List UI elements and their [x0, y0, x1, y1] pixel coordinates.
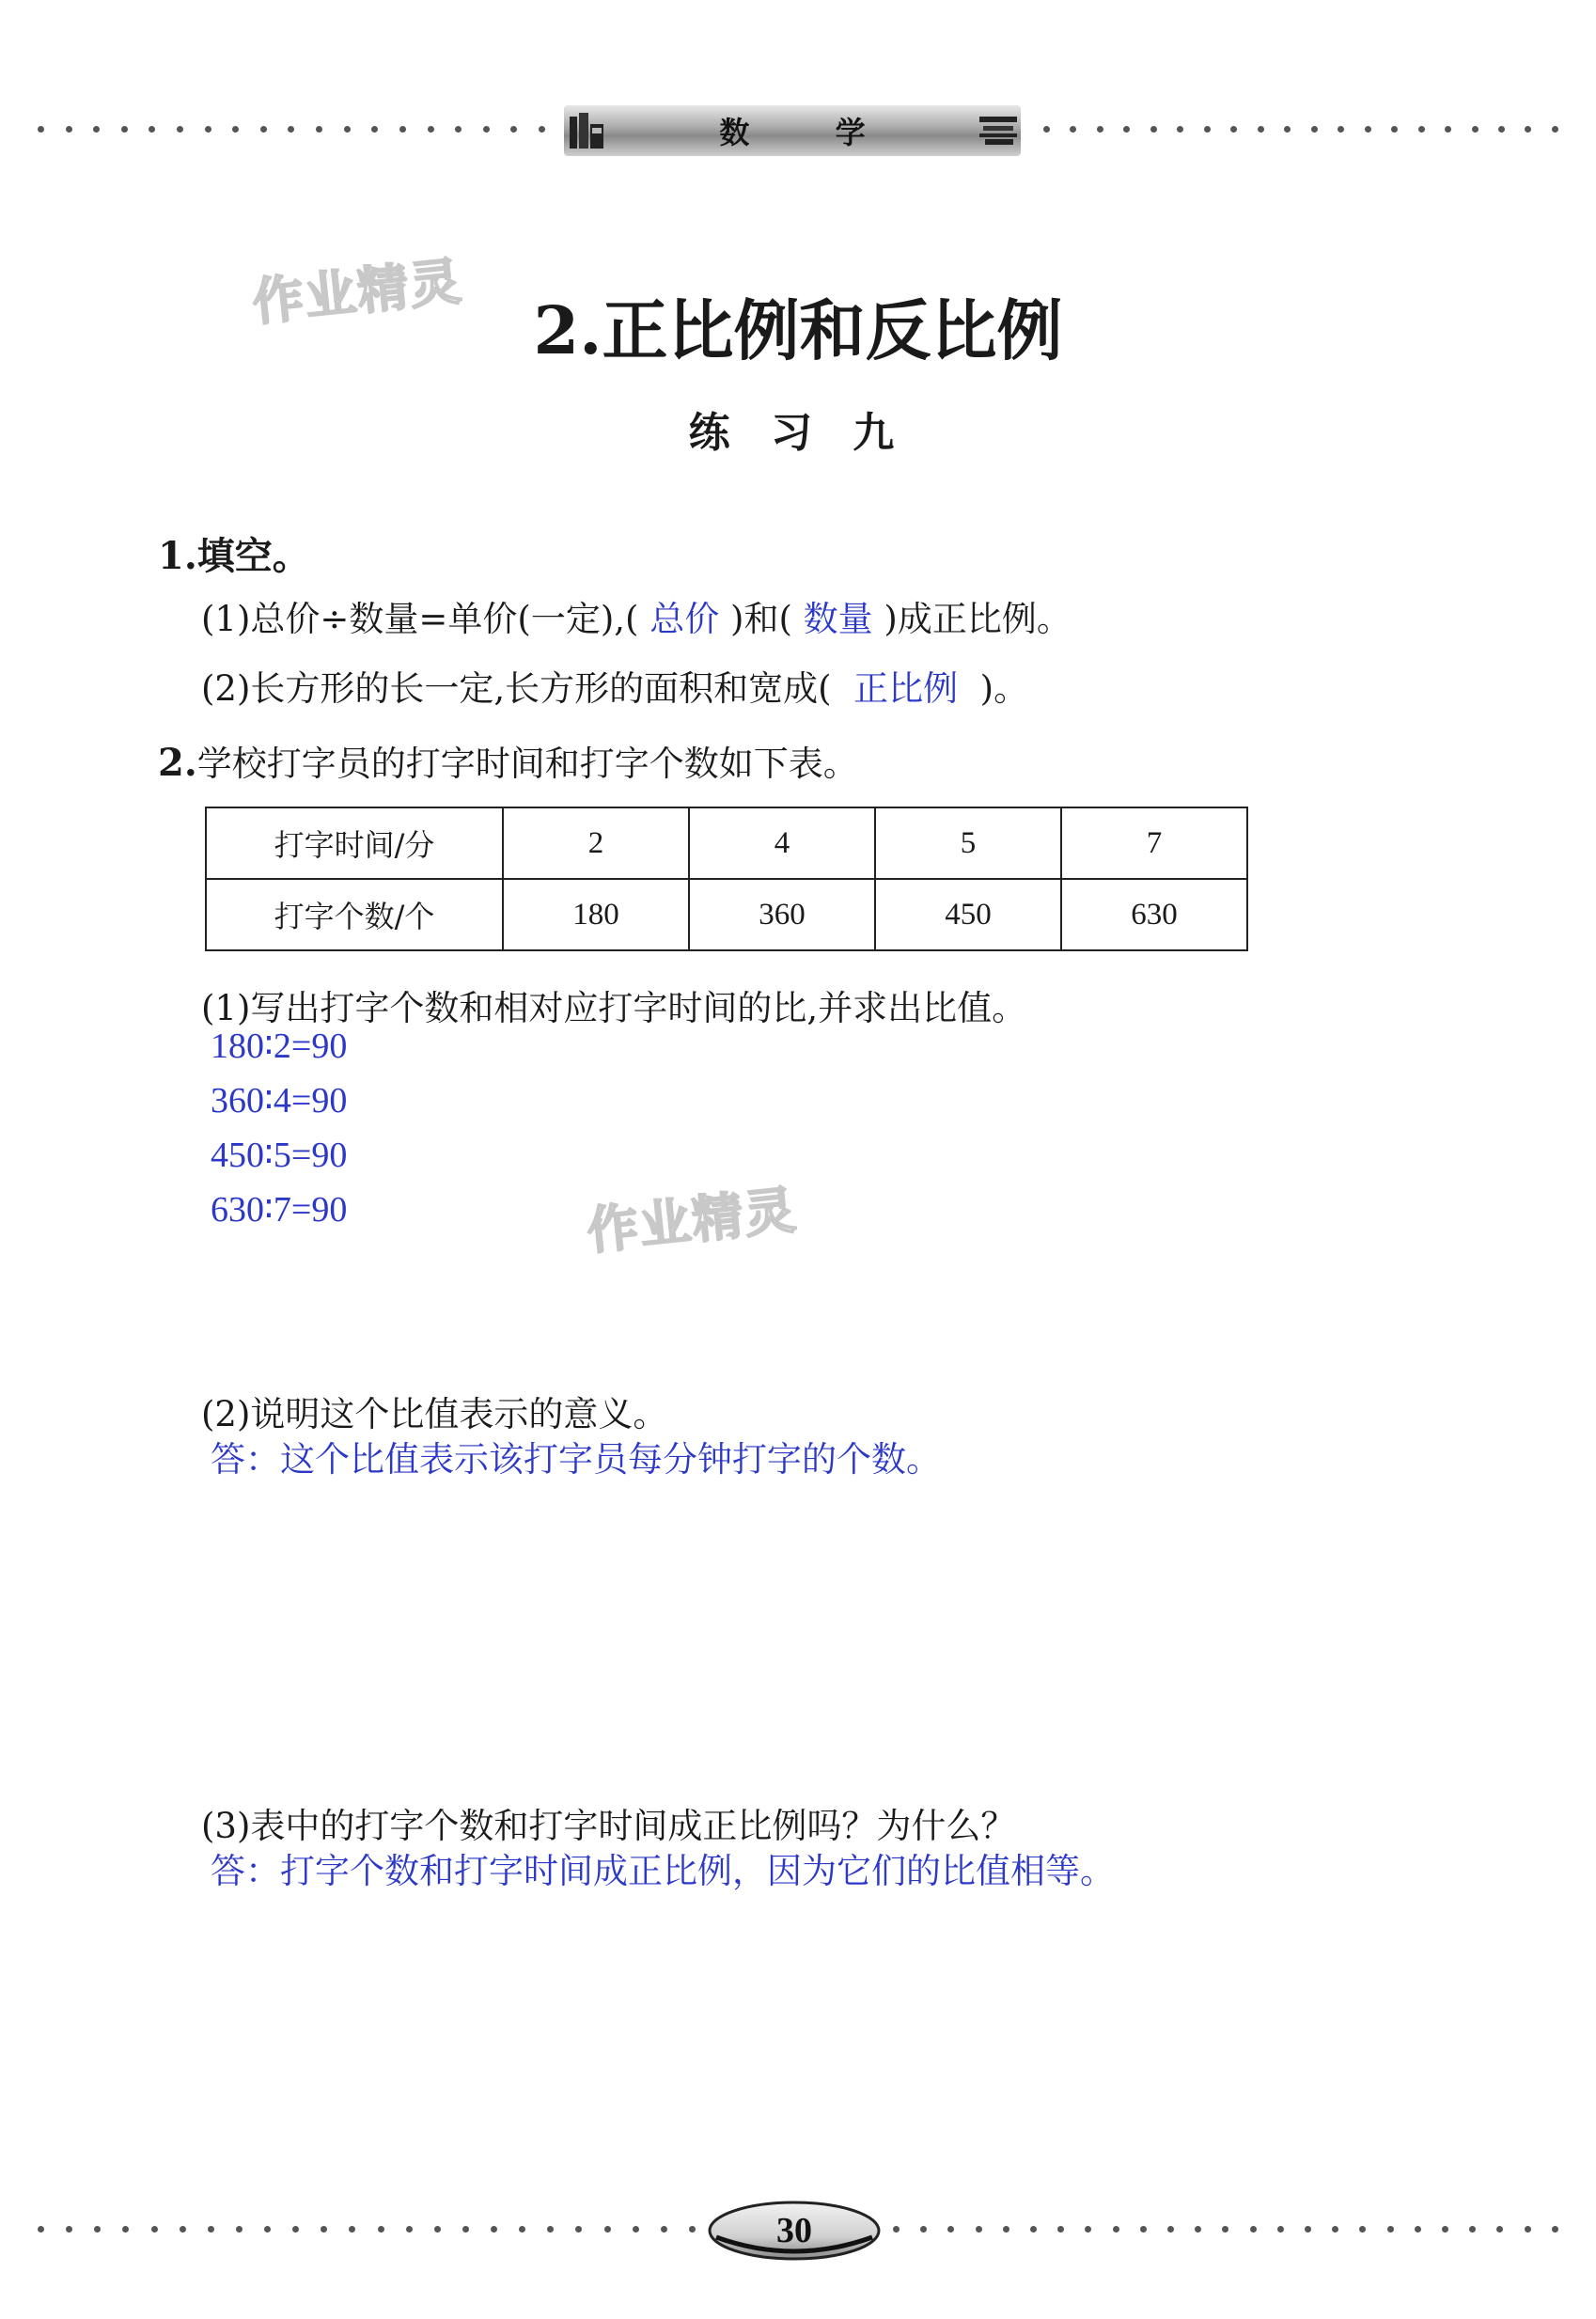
divider-dot [232, 126, 239, 133]
divider-dot [604, 2226, 611, 2233]
q2-sub3-answer: 答：打字个数和打字时间成正比例，因为它们的比值相等。 [211, 1851, 1115, 1891]
divider-dot [1525, 2226, 1531, 2233]
divider-dot [491, 2226, 497, 2233]
divider-dot [1258, 126, 1264, 133]
watermark-top: 作业精灵 [249, 251, 466, 333]
divider-dot [1418, 126, 1425, 133]
q1-number: 1. [158, 534, 197, 578]
divider-dot [288, 126, 294, 133]
divider-dot [1445, 126, 1451, 133]
divider-dot [349, 2226, 355, 2233]
divider-dot [1222, 2226, 1228, 2233]
q2-sub1-answer-1: 180∶2=90 [211, 1026, 348, 1066]
table-row-label: 打字时间/分 [206, 807, 503, 879]
watermark-middle: 作业精灵 [584, 1180, 801, 1261]
divider-dot [316, 126, 322, 133]
divider-dot [1003, 2226, 1009, 2233]
table-cell: 450 [875, 879, 1061, 950]
divider-dot [121, 126, 128, 133]
divider-dot [1195, 2226, 1201, 2233]
divider-dot [1167, 2226, 1174, 2233]
q1-item-1-answer-1: 总价 [638, 599, 731, 639]
header-dots-right [1043, 125, 1558, 133]
q2-sub1-question: (1)写出打字个数和相对应打字时间的比,并求出比值。 [201, 988, 1027, 1028]
typing-table [205, 807, 1248, 951]
q1-item-1 [201, 590, 1072, 641]
divider-dot [547, 2226, 554, 2233]
table-cell: 360 [689, 879, 875, 950]
divider-dot [1332, 2226, 1338, 2233]
divider-dot [1387, 2226, 1394, 2233]
divider-dot [1311, 126, 1318, 133]
q1-heading [158, 526, 310, 580]
divider-dot [93, 126, 100, 133]
footer-dots-right [893, 2225, 1558, 2233]
q1-item-1-mid: )和( [730, 599, 792, 639]
divider-dot [1043, 126, 1050, 133]
divider-dot [1250, 2226, 1257, 2233]
divider-dot [180, 2226, 186, 2233]
divider-dot [1030, 2226, 1037, 2233]
divider-dot [483, 126, 490, 133]
divider-dot [260, 126, 267, 133]
divider-dot [519, 2226, 525, 2233]
divider-dot [94, 2226, 101, 2233]
divider-dot [1140, 2226, 1147, 2233]
q1-item-1-post: )成正比例。 [884, 599, 1072, 639]
table-cell: 5 [875, 807, 1061, 879]
table-row [206, 807, 1247, 879]
divider-dot [1525, 126, 1531, 133]
divider-dot [1204, 126, 1211, 133]
divider-dot [1097, 126, 1103, 133]
q2-sub2-question: (2)说明这个比值表示的意义。 [201, 1394, 668, 1434]
divider-dot [1552, 126, 1558, 133]
header-dots-left [38, 125, 545, 133]
divider-dot [920, 2226, 927, 2233]
divider-dot [1305, 2226, 1311, 2233]
divider-dot [1391, 126, 1398, 133]
divider-dot [633, 2226, 639, 2233]
divider-dot [1359, 2226, 1366, 2233]
divider-dot [1277, 2226, 1284, 2233]
divider-dot [1498, 126, 1505, 133]
divider-dot [1415, 2226, 1421, 2233]
page-number: 30 [776, 2211, 812, 2250]
divider-dot [539, 126, 545, 133]
table-row [206, 879, 1247, 950]
divider-dot [406, 2226, 413, 2233]
divider-dot [947, 2226, 954, 2233]
table-cell: 2 [503, 807, 689, 879]
q1-item-2 [201, 660, 1028, 711]
q1-item-2-pre: (2)长方形的长一定,长方形的面积和宽成( [201, 668, 832, 709]
q2-sub1-answer-2: 360∶4=90 [211, 1081, 348, 1120]
q1-item-2-answer: 正比例 [831, 668, 980, 709]
table-cell: 180 [503, 879, 689, 950]
table-row-label: 打字个数/个 [206, 879, 503, 950]
divider-dot [1085, 2226, 1091, 2233]
divider-dot [264, 2226, 271, 2233]
divider-dot [399, 126, 406, 133]
q2-title: 学校打字员的打字时间和打字个数如下表。 [196, 744, 858, 784]
divider-dot [434, 2226, 441, 2233]
q2-sub3-question: (3)表中的打字个数和打字时间成正比例吗？为什么？ [201, 1806, 1016, 1846]
divider-dot [455, 126, 462, 133]
table-cell: 630 [1061, 879, 1247, 950]
divider-dot [661, 2226, 667, 2233]
divider-dot [371, 126, 378, 133]
divider-dot [428, 126, 434, 133]
divider-dot [344, 126, 351, 133]
divider-dot [976, 2226, 982, 2233]
divider-dot [151, 2226, 158, 2233]
divider-dot [462, 2226, 469, 2233]
divider-dot [122, 2226, 129, 2233]
divider-dot [1365, 126, 1371, 133]
divider-dot [1230, 126, 1237, 133]
divider-dot [1442, 2226, 1448, 2233]
pen-holder-icon [978, 115, 1021, 147]
divider-dot [1177, 126, 1183, 133]
divider-dot [510, 126, 517, 133]
divider-dot [1057, 2226, 1064, 2233]
divider-dot [236, 2226, 243, 2233]
divider-dot [38, 126, 44, 133]
q2-sub1-answer-4: 630∶7=90 [211, 1190, 348, 1230]
q1-item-1-pre: (1)总价÷数量=单价(一定),( [201, 599, 639, 639]
table-cell: 4 [689, 807, 875, 879]
divider-dot [1113, 2226, 1119, 2233]
q2-sub2-answer: 答：这个比值表示该打字员每分钟打字的个数。 [211, 1439, 941, 1480]
exercise-subtitle: 练 习 九 [688, 409, 908, 457]
section-title: 2.正比例和反比例 [533, 291, 1063, 369]
q1-title: 填空。 [196, 534, 310, 578]
divider-dot [66, 126, 72, 133]
divider-dot [1472, 126, 1479, 133]
divider-dot [378, 2226, 384, 2233]
divider-dot [575, 2226, 582, 2233]
q2-sub1-answer-3: 450∶5=90 [211, 1136, 348, 1175]
divider-dot [38, 2226, 44, 2233]
q1-item-1-answer-2: 数量 [791, 599, 884, 639]
divider-dot [149, 126, 155, 133]
q2-heading [158, 735, 858, 786]
divider-dot [1552, 2226, 1558, 2233]
divider-dot [208, 2226, 214, 2233]
divider-dot [1150, 126, 1157, 133]
divider-dot [1284, 126, 1291, 133]
divider-dot [292, 2226, 299, 2233]
q2-number: 2. [158, 741, 197, 785]
divider-dot [1338, 126, 1344, 133]
divider-dot [177, 126, 183, 133]
q1-item-2-post: )。 [979, 668, 1029, 709]
divider-dot [1496, 2226, 1503, 2233]
table-cell: 7 [1061, 807, 1247, 879]
subject-title: 数 学 [719, 115, 903, 150]
divider-dot [1123, 126, 1130, 133]
divider-dot [1469, 2226, 1476, 2233]
divider-dot [689, 2226, 696, 2233]
divider-dot [66, 2226, 72, 2233]
divider-dot [893, 2226, 900, 2233]
divider-dot [205, 126, 211, 133]
divider-dot [1070, 126, 1076, 133]
footer-dots-left [38, 2225, 696, 2233]
divider-dot [321, 2226, 327, 2233]
